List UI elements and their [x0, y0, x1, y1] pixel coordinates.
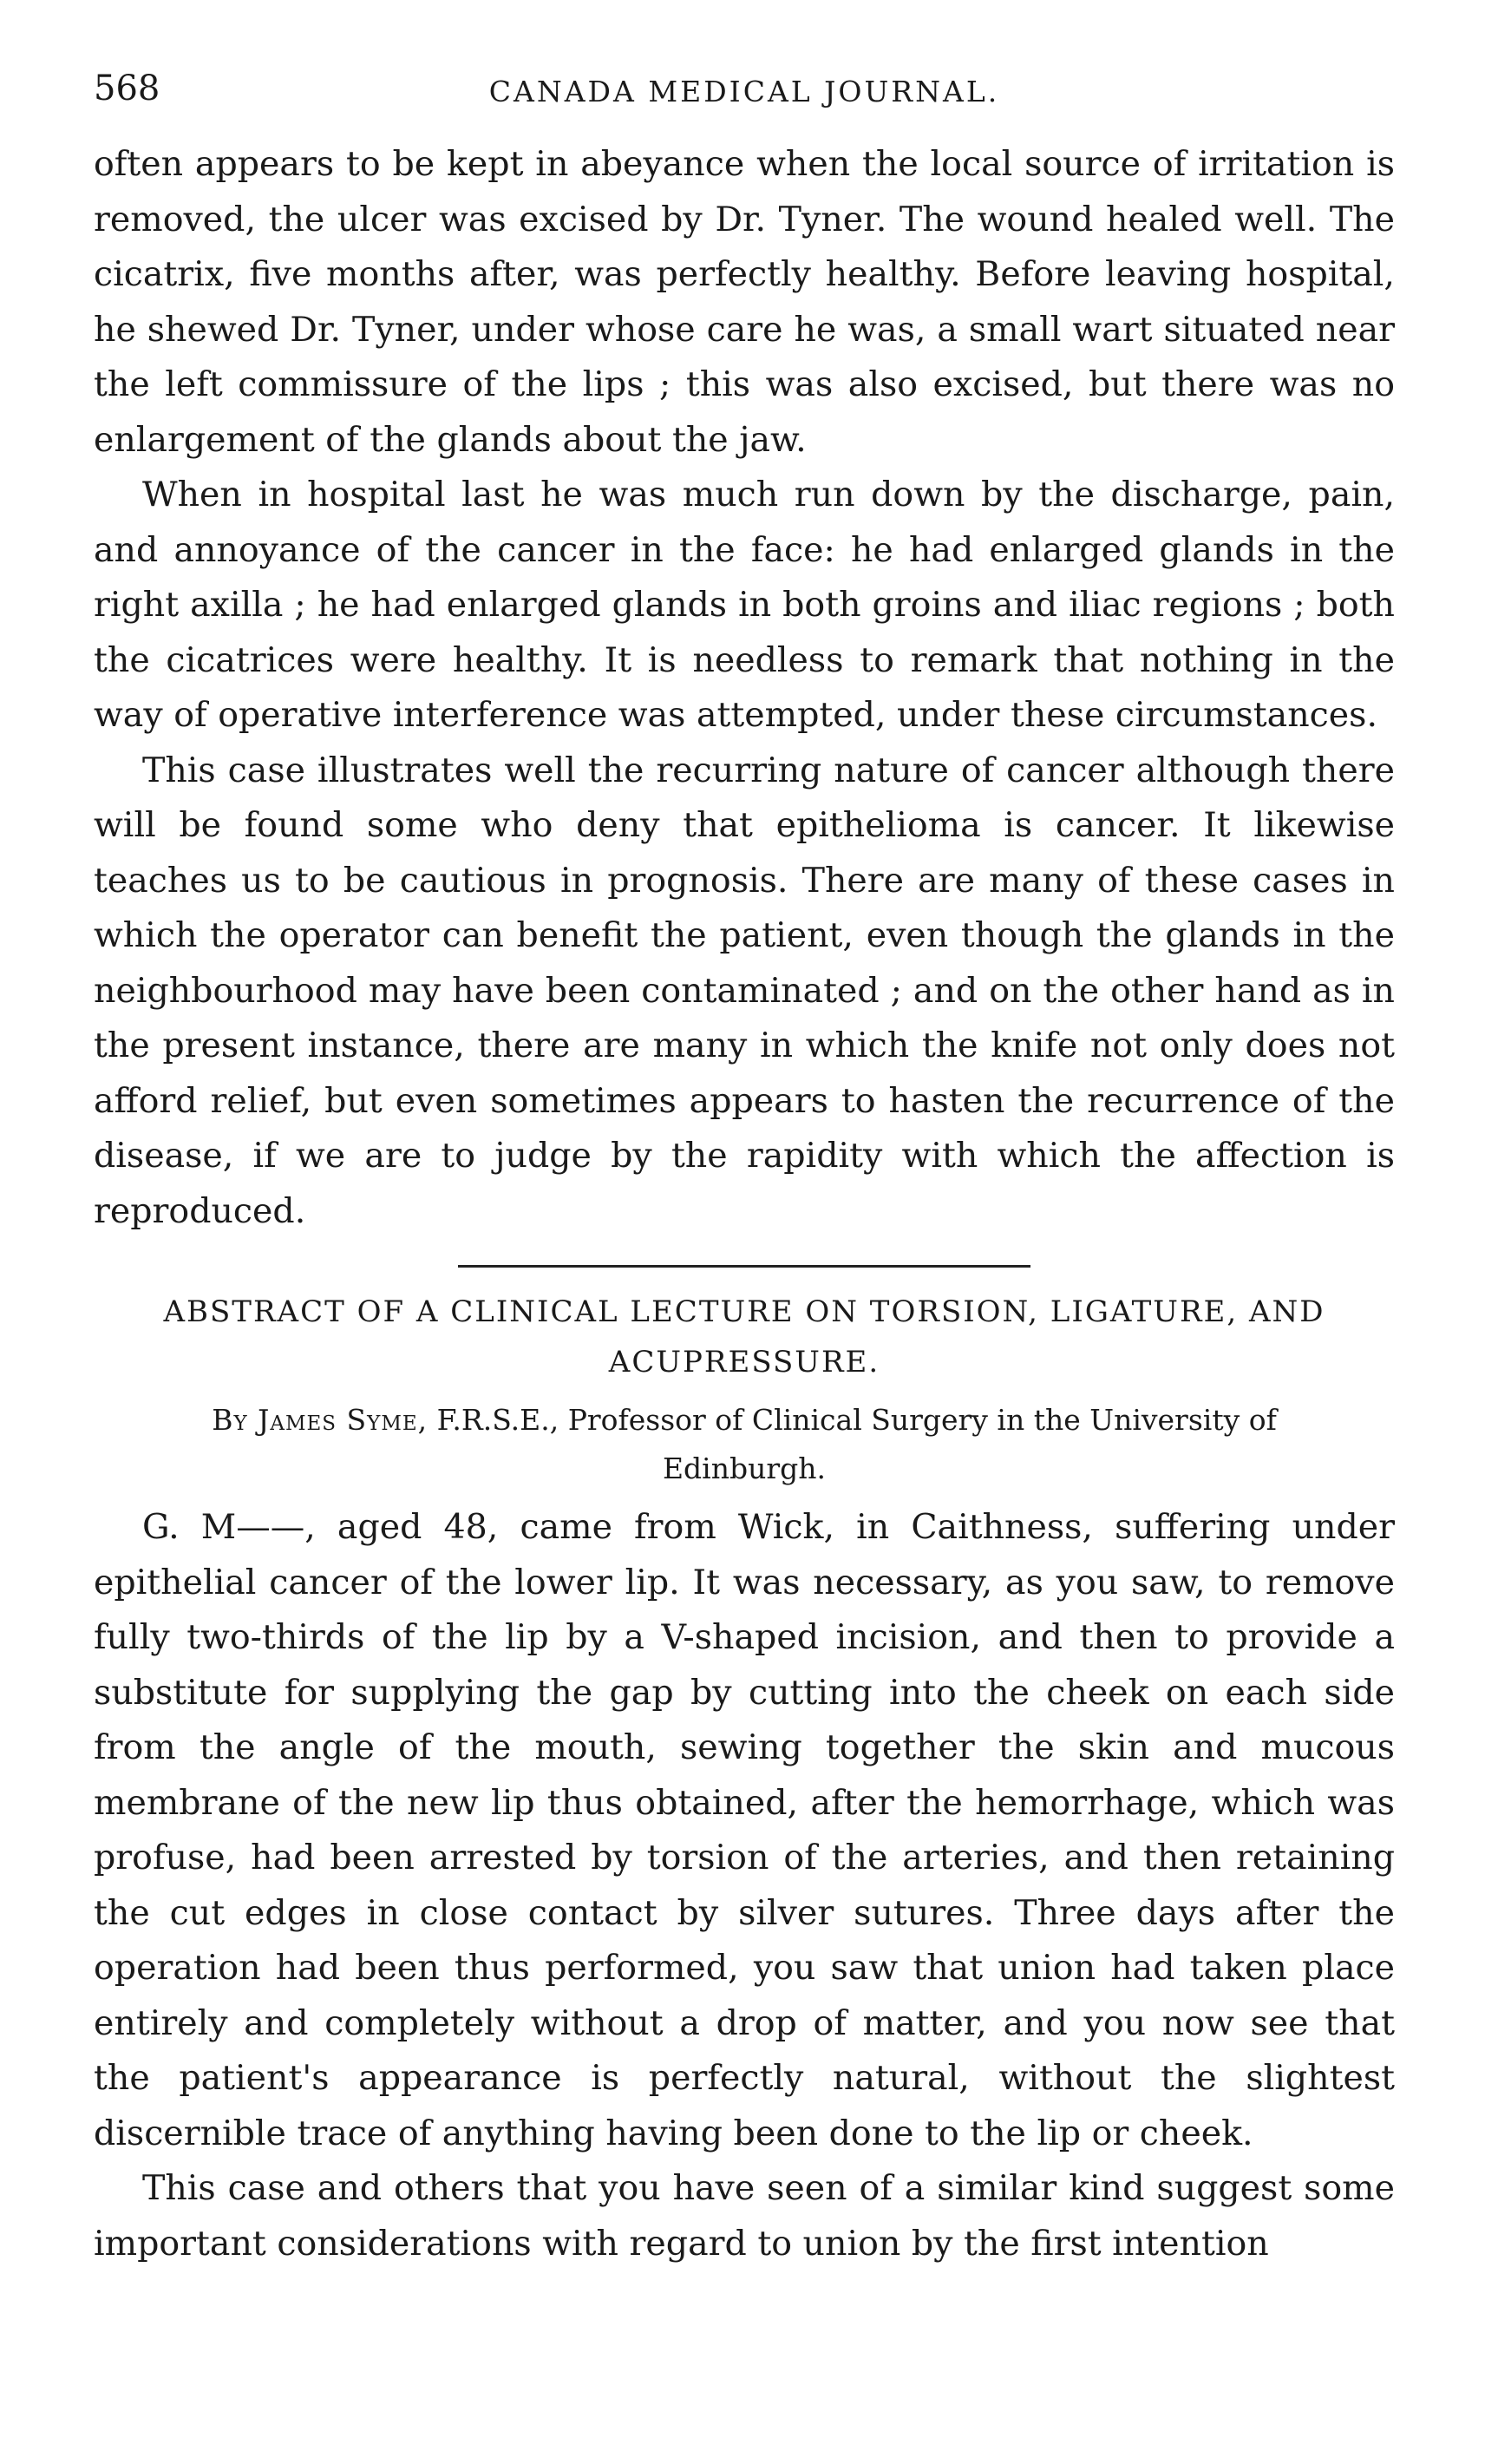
article-title: ABSTRACT OF A CLINICAL LECTURE ON TORSION, LIGATURE, AND ACUPRESSURE. [163, 1294, 1325, 1379]
page-number: 568 [94, 69, 160, 108]
running-head: CANADA MEDICAL JOURNAL. [488, 75, 1000, 108]
paragraph-case-gm: G. M——, aged 48, came from Wick, in Caithness, suffering under epithelial cancer of the lower lip. It was necessary, as you saw, to remove fully two-thirds of the lip by a V-shaped incision, and then to provide a substitute for supplying the gap by cutting into the cheek on each side from the angle of the mouth, sewing together the skin and mucous membrane of the new lip thus obtained, after the hemorrhage, which was profuse, had been arrested by torsion of the arteries, and then retaining the cut edges in close contact by silver sutures. Three days after the operation had been thus performed, you saw that union had taken place entirely and completely without a drop of matter, and you now see that the patient's appearance is perfectly natural, without the slightest discernible trace of anything having been done to the lip or cheek. [94, 1507, 1395, 2153]
paragraph-case-illustrates: This case illustrates well the recurring nature of cancer although there will be found some who deny that epithelioma is cancer. It likewise teaches us to be cautious in prognosis. There are many of these cases in which the operator can benefit the patient, even though the glands in the neighbourhood may have been contaminated ; and on the other hand as in the present instance, there are many in which the knife not only does not afford relief, but even sometimes appears to hasten the recurrence of the disease, if we are to judge by the rapidity with which the affection is reproduced. [94, 750, 1395, 1231]
byline-affiliation: F.R.S.E., Professor of Clinical Surgery in the University of Edinburgh. [428, 1403, 1277, 1485]
paragraph-hospital: When in hospital last he was much run down by the discharge, pain, and annoyance of the cancer in the face: he had enlarged glands in the right axilla ; he had enlarged glands in both groins and iliac regions ; both the cicatrices were healthy. It is needless to remark that nothing in the way of operative interference was attempted, under these circumstances. [94, 475, 1395, 735]
byline-author: By James Syme, [212, 1403, 428, 1437]
page-body [94, 137, 1395, 2271]
article-byline [128, 1396, 1360, 1493]
section-divider [458, 1265, 1030, 1268]
paragraph-continuation: often appears to be kept in abeyance when the local source of irritation is removed, the ulcer was excised by Dr. Tyner. The wound healed well. The cicatrix, five months after, was perfectly healthy. Before leaving hospital, he shewed Dr. Tyner, under whose care he was, a small wart situated near the left commissure of the lips ; this was also excised, but there was no enlargement of the glands about the jaw. [94, 144, 1395, 460]
page-header [94, 62, 1395, 115]
paragraph-considerations: This case and others that you have seen of a similar kind suggest some important considerations with regard to union by the first intention [94, 2168, 1395, 2264]
